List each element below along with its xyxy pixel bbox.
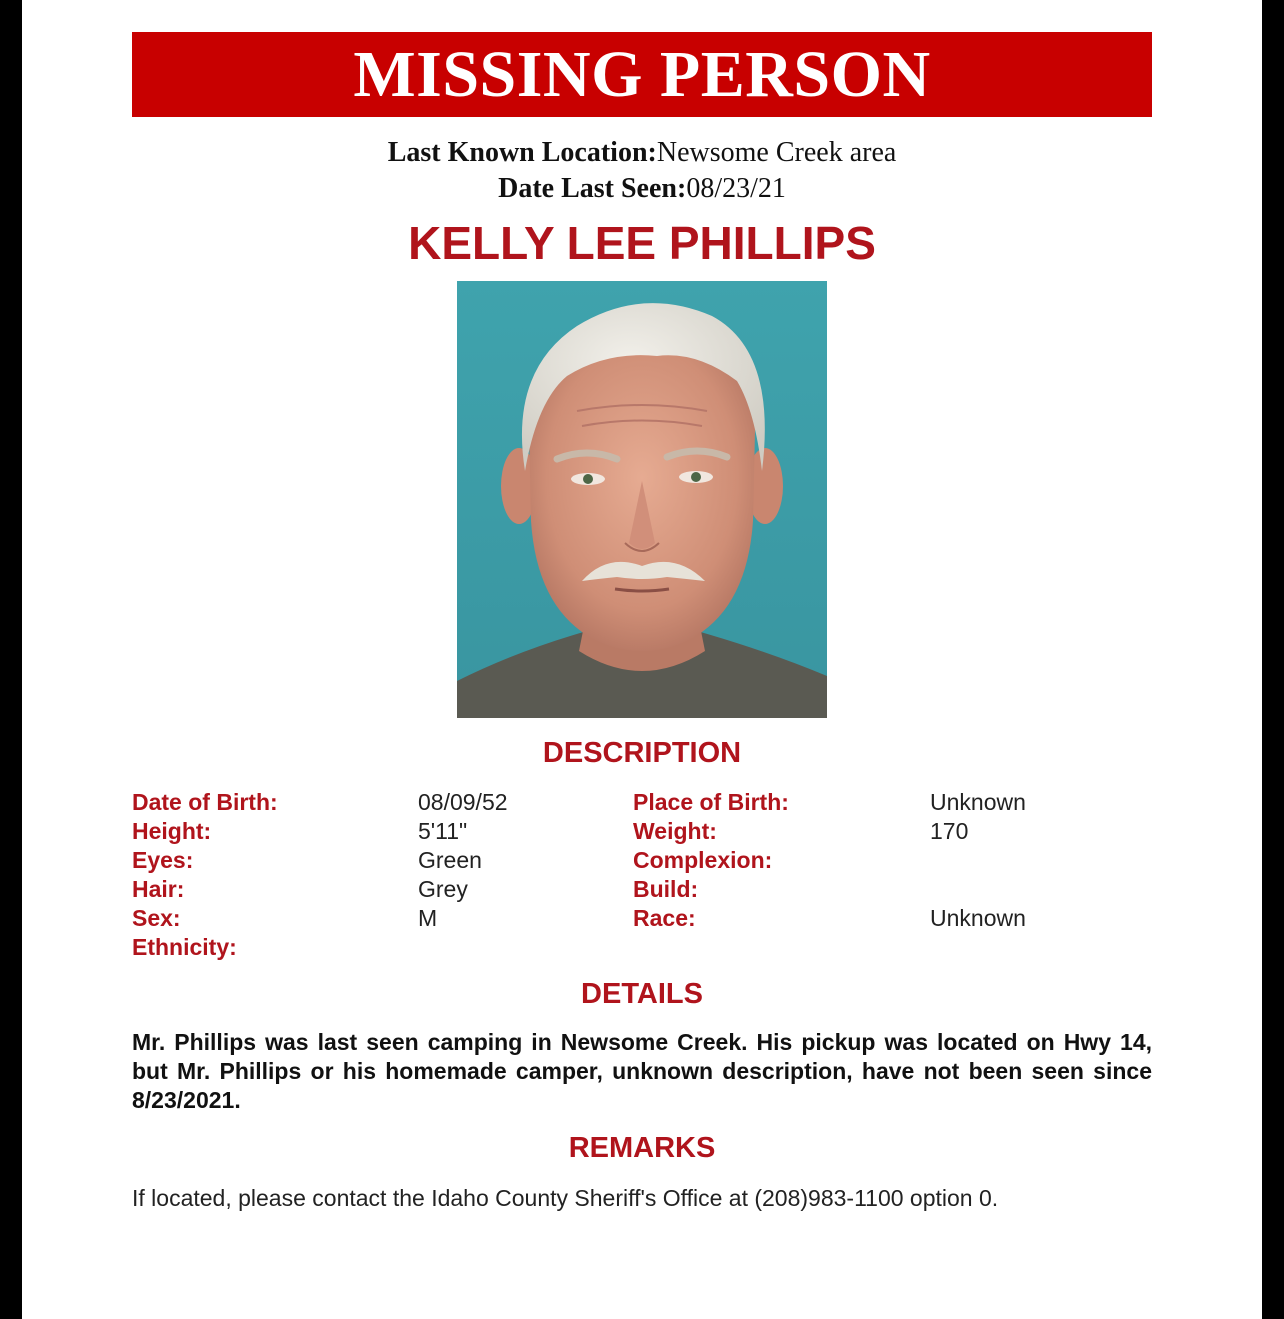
ethnicity-label: Ethnicity: [132, 934, 237, 960]
details-paragraph: Mr. Phillips was last seen camping in Newsome Creek. His pickup was located on Hwy 14, but Mr. Phillips or his homemade camper, unknown description, have not been seen since 8/23/2021. [132, 1029, 1152, 1113]
hair-label: Hair: [132, 876, 185, 902]
height-label: Height: [132, 818, 212, 844]
flyer-page [22, 0, 1262, 1319]
description-row [22, 817, 1262, 846]
weight-label: Weight: [633, 818, 717, 844]
description-row [22, 788, 1262, 817]
race-value: Unknown [930, 905, 1026, 931]
sex-label: Sex: [132, 905, 181, 931]
portrait-photo [457, 281, 827, 718]
person-name: KELLY LEE PHILLIPS [408, 217, 876, 269]
details-heading: DETAILS [581, 978, 703, 1010]
description-row [22, 846, 1262, 875]
last-known-location [22, 139, 1262, 167]
banner-title: MISSING PERSON [353, 37, 931, 111]
description-row [22, 875, 1262, 904]
description-row [22, 933, 1262, 962]
last-seen-value: 08/23/21 [686, 173, 786, 204]
place-of-birth-label: Place of Birth: [633, 789, 789, 815]
description-row [22, 904, 1262, 933]
location-value: Newsome Creek area [656, 137, 897, 168]
complexion-label: Complexion: [633, 847, 773, 873]
sex-value: M [418, 905, 438, 931]
race-label: Race: [633, 905, 696, 931]
last-seen-label: Date Last Seen: [498, 173, 687, 204]
hair-value: Grey [418, 876, 468, 902]
description-heading: DESCRIPTION [542, 737, 742, 769]
remarks-heading: REMARKS [568, 1132, 716, 1164]
date-of-birth-value: 08/09/52 [418, 789, 508, 815]
weight-value: 170 [930, 818, 969, 844]
location-label: Last Known Location: [387, 137, 657, 168]
build-label: Build: [633, 876, 699, 902]
eyes-value: Green [418, 847, 482, 873]
place-of-birth-value: Unknown [930, 789, 1026, 815]
height-value: 5'11" [418, 818, 468, 844]
missing-person-banner [132, 32, 1152, 117]
remarks-paragraph: If located, please contact the Idaho County Sheriff's Office at (208)983-1100 option 0. [132, 1185, 999, 1211]
date-last-seen [22, 175, 1262, 203]
date-of-birth-label: Date of Birth: [132, 789, 278, 815]
eyes-label: Eyes: [132, 847, 194, 873]
